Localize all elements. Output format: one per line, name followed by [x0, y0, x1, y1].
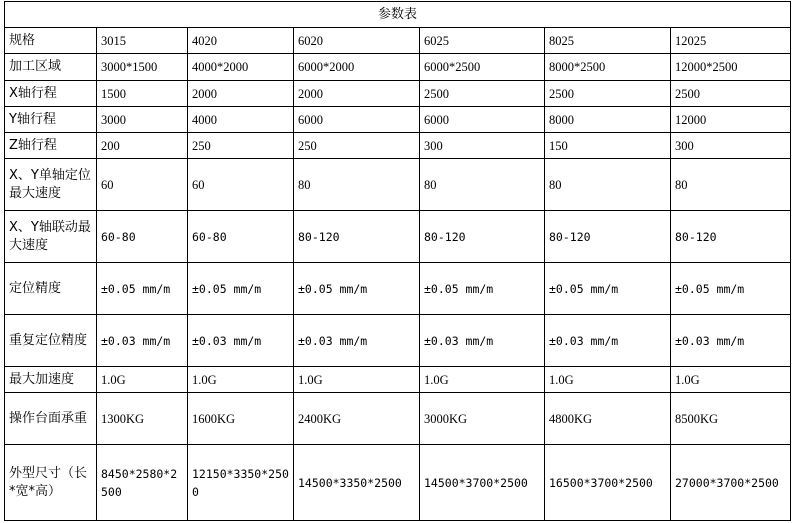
table-cell: 2500	[671, 81, 791, 107]
table-cell: 1300KG	[97, 393, 188, 445]
table-cell: 80-120	[294, 211, 420, 263]
table-cell: 6000	[420, 107, 545, 133]
table-cell: 8000	[545, 107, 671, 133]
table-row	[5, 263, 791, 315]
table-cell: ±0.03 mm/m	[671, 315, 791, 367]
row-label: 操作台面承重	[5, 393, 97, 445]
table-cell: ±0.05 mm/m	[420, 263, 545, 315]
table-cell: 1.0G	[671, 367, 791, 393]
parameter-table	[4, 1, 791, 521]
table-cell: 16500*3700*2500	[545, 445, 671, 521]
table-cell: ±0.05 mm/m	[294, 263, 420, 315]
table-cell: 80-120	[671, 211, 791, 263]
table-cell: 14500*3350*2500	[294, 445, 420, 521]
table-cell: 80	[671, 159, 791, 211]
table-cell: 2400KG	[294, 393, 420, 445]
table-cell: 150	[545, 133, 671, 159]
table-cell: 300	[671, 133, 791, 159]
table-cell: ±0.05 mm/m	[97, 263, 188, 315]
model-header: 8025	[545, 28, 671, 54]
table-cell: 2000	[188, 81, 294, 107]
model-header: 6020	[294, 28, 420, 54]
table-cell: ±0.05 mm/m	[188, 263, 294, 315]
row-label: X、Y单轴定位最大速度	[5, 159, 97, 211]
table-title: 参数表	[5, 2, 791, 28]
table-cell: ±0.03 mm/m	[545, 315, 671, 367]
table-cell: 6000*2500	[420, 54, 545, 81]
table-cell: 80	[420, 159, 545, 211]
model-header: 12025	[671, 28, 791, 54]
row-label: 加工区域	[5, 54, 97, 81]
table-cell: 6000*2000	[294, 54, 420, 81]
table-row	[5, 367, 791, 393]
table-cell: ±0.05 mm/m	[671, 263, 791, 315]
model-header: 4020	[188, 28, 294, 54]
table-cell: 1.0G	[97, 367, 188, 393]
table-cell: 300	[420, 133, 545, 159]
table-row	[5, 54, 791, 81]
header-row	[5, 28, 791, 54]
table-cell: 1600KG	[188, 393, 294, 445]
row-label: Y轴行程	[5, 107, 97, 133]
row-label: 规格	[5, 28, 97, 54]
table-cell: 60-80	[97, 211, 188, 263]
table-cell: ±0.05 mm/m	[545, 263, 671, 315]
table-cell: 2500	[420, 81, 545, 107]
table-row	[5, 81, 791, 107]
table-cell: 12000	[671, 107, 791, 133]
row-label: 定位精度	[5, 263, 97, 315]
table-cell: ±0.03 mm/m	[294, 315, 420, 367]
table-cell: 4000*2000	[188, 54, 294, 81]
table-cell: 80	[545, 159, 671, 211]
table-row	[5, 211, 791, 263]
table-cell: 14500*3700*2500	[420, 445, 545, 521]
title-row	[5, 2, 791, 28]
table-cell: 2500	[545, 81, 671, 107]
row-label: X、Y轴联动最大速度	[5, 211, 97, 263]
table-cell: 6000	[294, 107, 420, 133]
table-cell: 1.0G	[294, 367, 420, 393]
table-cell: 1.0G	[420, 367, 545, 393]
table-cell: 12150*3350*2500	[188, 445, 294, 521]
table-cell: ±0.03 mm/m	[188, 315, 294, 367]
row-label: 最大加速度	[5, 367, 97, 393]
table-cell: 3000*1500	[97, 54, 188, 81]
table-cell: 1.0G	[188, 367, 294, 393]
model-header: 6025	[420, 28, 545, 54]
row-label: 外型尺寸（长*宽*高）	[5, 445, 97, 521]
table-cell: 60	[188, 159, 294, 211]
table-cell: 60	[97, 159, 188, 211]
row-label: 重复定位精度	[5, 315, 97, 367]
table-cell: 80-120	[545, 211, 671, 263]
table-cell: 2000	[294, 81, 420, 107]
table-cell: 3000	[97, 107, 188, 133]
table-cell: 27000*3700*2500	[671, 445, 791, 521]
table-cell: 8500KG	[671, 393, 791, 445]
table-cell: 60-80	[188, 211, 294, 263]
table-row	[5, 445, 791, 521]
row-label: X轴行程	[5, 81, 97, 107]
table-cell: 80-120	[420, 211, 545, 263]
table-row	[5, 107, 791, 133]
table-cell: 4800KG	[545, 393, 671, 445]
table-cell: 1.0G	[545, 367, 671, 393]
table-row	[5, 133, 791, 159]
model-header: 3015	[97, 28, 188, 54]
table-row	[5, 393, 791, 445]
table-cell: 8450*2580*2500	[97, 445, 188, 521]
table-cell: ±0.03 mm/m	[420, 315, 545, 367]
table-cell: 8000*2500	[545, 54, 671, 81]
table-row	[5, 315, 791, 367]
table-cell: 200	[97, 133, 188, 159]
table-cell: 12000*2500	[671, 54, 791, 81]
table-cell: 3000KG	[420, 393, 545, 445]
table-cell: 80	[294, 159, 420, 211]
table-row	[5, 159, 791, 211]
table-cell: 250	[188, 133, 294, 159]
table-cell: ±0.03 mm/m	[97, 315, 188, 367]
table-cell: 250	[294, 133, 420, 159]
table-cell: 4000	[188, 107, 294, 133]
row-label: Z轴行程	[5, 133, 97, 159]
table-cell: 1500	[97, 81, 188, 107]
